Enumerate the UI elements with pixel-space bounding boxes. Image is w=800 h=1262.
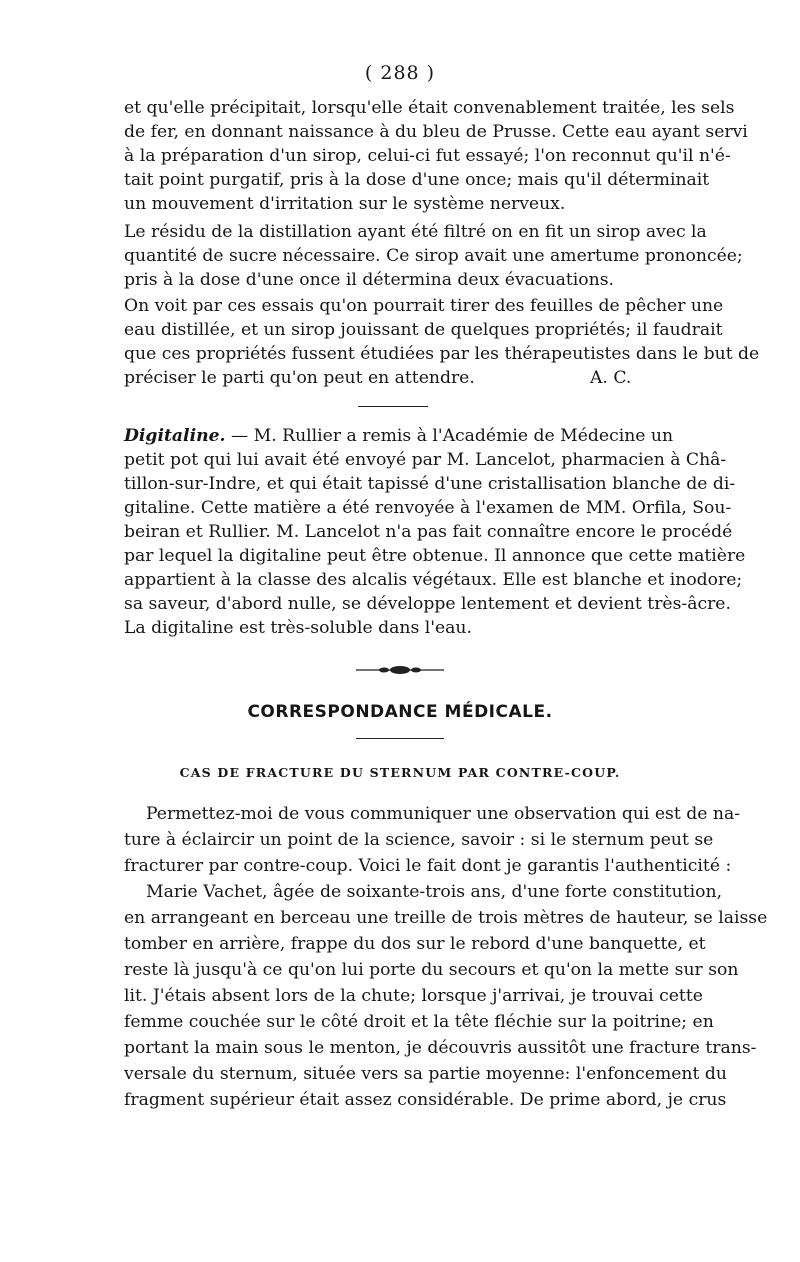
title-underline xyxy=(356,738,444,739)
text-line: reste là jusqu'à ce qu'on lui porte du secours et qu'on la mette sur son xyxy=(124,960,739,980)
page-number: ( 288 ) xyxy=(364,62,436,84)
text-line: Permettez-moi de vous communiquer une observation qui est de na- xyxy=(146,804,741,824)
text-line: lit. J'étais absent lors de la chute; lorsque j'arrivai, je trouvai cette xyxy=(124,986,703,1006)
text-line: en arrangeant en berceau une treille de trois mètres de hauteur, se laisse xyxy=(124,908,768,928)
case-title: CAS DE FRACTURE DU STERNUM PAR CONTRE-COUP. xyxy=(179,765,621,780)
text-line: par lequel la digitaline peut être obtenue. Il annonce que cette matière xyxy=(124,546,746,566)
ornament-divider xyxy=(356,664,444,676)
text-line: Marie Vachet, âgée de soixante-trois ans, d'une forte constitution, xyxy=(146,882,723,902)
text-line: de fer, en donnant naissance à du bleu de Prusse. Cette eau ayant servi xyxy=(124,122,748,142)
text-line: sa saveur, d'abord nulle, se développe lentement et devient très-âcre. xyxy=(124,594,731,614)
text-line xyxy=(124,424,674,448)
text-line: petit pot qui lui avait été envoyé par M. Lancelot, pharmacien à Châ- xyxy=(124,450,727,470)
text-line: femme couchée sur le côté droit et la tête fléchie sur la poitrine; en xyxy=(124,1012,714,1032)
text-line: fragment supérieur était assez considérable. De prime abord, je crus xyxy=(124,1090,727,1110)
text-line: à la préparation d'un sirop, celui-ci fut essayé; l'on reconnut qu'il n'é- xyxy=(124,146,731,166)
text-line: que ces propriétés fussent étudiées par les thérapeutistes dans le but de xyxy=(124,344,760,364)
text-line: Le résidu de la distillation ayant été filtré on en fit un sirop avec la xyxy=(124,222,707,242)
text-line: tomber en arrière, frappe du dos sur le rebord d'une banquette, et xyxy=(124,934,706,954)
text-line: pris à la dose d'une once il détermina deux évacuations. xyxy=(124,270,614,290)
text-line: portant la main sous le menton, je découvris aussitôt une fracture trans- xyxy=(124,1038,757,1058)
text-line: versale du sternum, située vers sa partie moyenne: l'enfoncement du xyxy=(124,1064,727,1084)
text-line: appartient à la classe des alcalis végétaux. Elle est blanche et inodore; xyxy=(124,570,743,590)
text-line: La digitaline est très-soluble dans l'eau. xyxy=(124,618,472,638)
text-line: tillon-sur-Indre, et qui était tapissé d'une cristallisation blanche de di- xyxy=(124,474,736,494)
text-line: tait point purgatif, pris à la dose d'une once; mais qu'il déterminait xyxy=(124,170,710,190)
text-line: un mouvement d'irritation sur le système nerveux. xyxy=(124,194,566,214)
text-fragment: — M. Rullier a remis à l'Académie de Médecine un xyxy=(225,426,674,446)
text-line: préciser le parti qu'on peut en attendre. xyxy=(124,368,475,388)
text-line: eau distillée, et un sirop jouissant de quelques propriétés; il faudrait xyxy=(124,320,723,340)
text-line: et qu'elle précipitait, lorsqu'elle était convenablement traitée, les sels xyxy=(124,98,735,118)
text-line: On voit par ces essais qu'on pourrait tirer des feuilles de pêcher une xyxy=(124,296,724,316)
digitaline-title: Digitaline. xyxy=(124,426,226,446)
text-line: beiran et Rullier. M. Lancelot n'a pas fait connaître encore le procédé xyxy=(124,522,733,542)
section-title: CORRESPONDANCE MÉDICALE. xyxy=(247,702,553,722)
text-line: quantité de sucre nécessaire. Ce sirop avait une amertume prononcée; xyxy=(124,246,743,266)
text-line: gitaline. Cette matière a été renvoyée à l'examen de MM. Orfila, Sou- xyxy=(124,498,732,518)
text-line: fracturer par contre-coup. Voici le fait dont je garantis l'authenticité : xyxy=(124,856,732,876)
text-line: ture à éclaircir un point de la science, savoir : si le sternum peut se xyxy=(124,830,714,850)
signature: A. C. xyxy=(590,368,632,388)
separator-rule xyxy=(358,406,428,407)
